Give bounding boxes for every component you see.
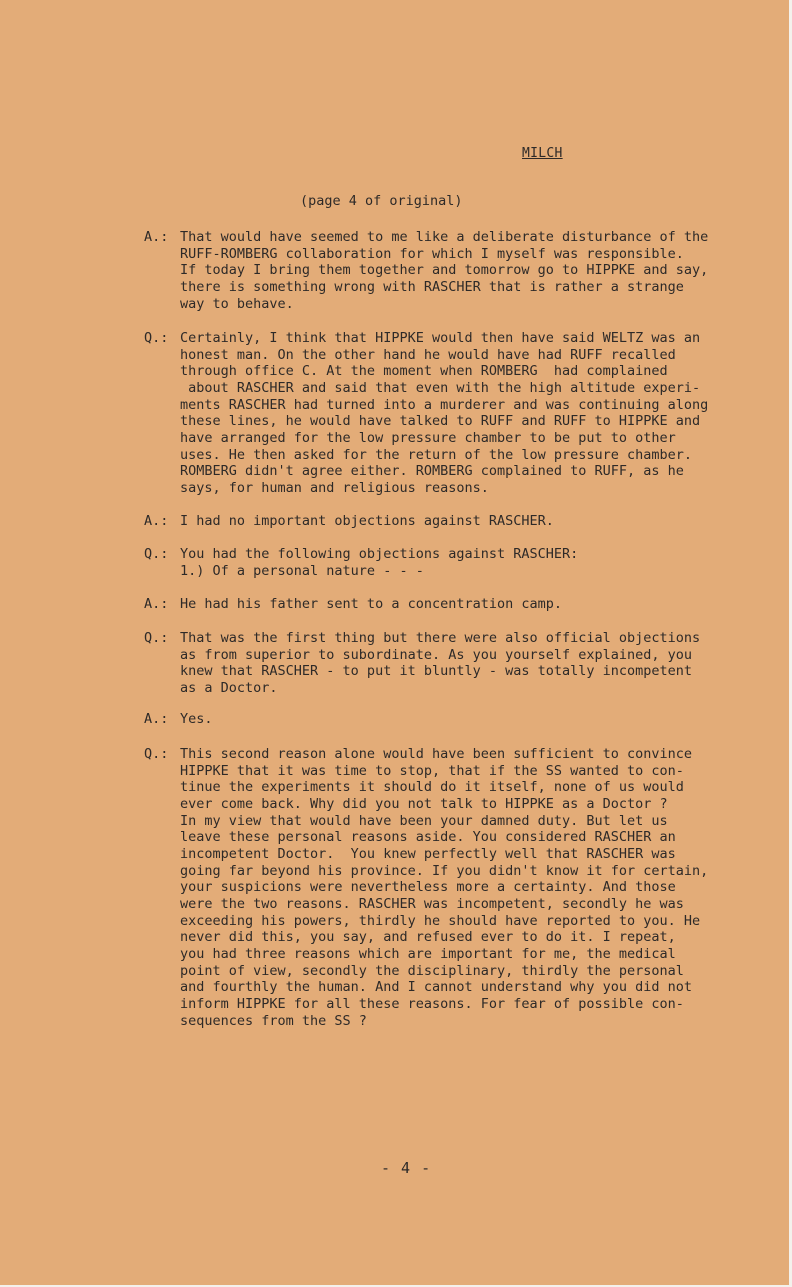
text-line: sequences from the SS ? xyxy=(180,1012,367,1029)
text-line: through office C. At the moment when ROMBERG had complained xyxy=(180,363,668,380)
text-line: Yes. xyxy=(180,711,213,727)
text-line: and fourthly the human. And I cannot understand why you did not xyxy=(180,979,693,996)
text-line: never did this, you say, and refused ever to do it. I repeat, xyxy=(180,929,676,946)
text-line: says, for human and religious reasons. xyxy=(180,479,489,496)
text-line: point of view, secondly the disciplinary, thirdly the personal xyxy=(180,962,684,979)
page-reference: (page 4 of original) xyxy=(300,193,463,209)
text-line: exceeding his powers, thirdly he should have reported to you. He xyxy=(180,912,701,929)
statement-text xyxy=(180,513,744,530)
speaker-label: A.: xyxy=(144,596,169,612)
text-line: way to behave. xyxy=(180,295,294,312)
text-line: You had the following objections against RASCHER: xyxy=(180,546,579,562)
statement-text xyxy=(180,711,744,728)
text-line: HIPPKE that it was time to stop, that if the SS wanted to con- xyxy=(180,762,684,779)
statement-text xyxy=(180,546,744,579)
text-line: 1.) Of a personal nature - - - xyxy=(180,562,424,579)
speaker-label: Q.: xyxy=(144,630,169,646)
text-line: That was the first thing but there were also official objections xyxy=(180,630,701,646)
speaker-label: A.: xyxy=(144,513,169,529)
text-line: knew that RASCHER - to put it bluntly - was totally incompetent xyxy=(180,663,693,680)
text-line: going far beyond his province. If you didn't know it for certain, xyxy=(180,862,709,879)
text-line: you had three reasons which are important for me, the medical xyxy=(180,945,676,962)
speaker-label: A.: xyxy=(144,711,169,727)
text-line: these lines, he would have talked to RUFF and RUFF to HIPPKE and xyxy=(180,413,701,430)
header-name: MILCH xyxy=(522,146,563,161)
text-line: I had no important objections against RASCHER. xyxy=(180,513,554,529)
speaker-label: Q.: xyxy=(144,746,169,762)
statement-text xyxy=(180,596,744,613)
page-number: - 4 - xyxy=(381,1159,432,1177)
text-line: RUFF-ROMBERG collaboration for which I myself was responsible. xyxy=(180,245,684,262)
text-line: were the two reasons. RASCHER was incompetent, secondly he was xyxy=(180,895,684,912)
text-line: as a Doctor. xyxy=(180,679,278,696)
text-line: inform HIPPKE for all these reasons. For fear of possible con- xyxy=(180,995,684,1012)
text-line: He had his father sent to a concentration camp. xyxy=(180,596,563,612)
text-line: Certainly, I think that HIPPKE would then have said WELTZ was an xyxy=(180,330,701,346)
text-line: have arranged for the low pressure chamber to be put to other xyxy=(180,429,676,446)
text-line: incompetent Doctor. You knew perfectly well that RASCHER was xyxy=(180,845,676,862)
speaker-label: Q.: xyxy=(144,330,169,346)
statement-text xyxy=(180,630,744,697)
text-line: That would have seemed to me like a deliberate disturbance of the xyxy=(180,229,709,245)
text-line: tinue the experiments it should do it itself, none of us would xyxy=(180,779,684,796)
text-line: This second reason alone would have been sufficient to convince xyxy=(180,746,693,762)
text-line: honest man. On the other hand he would have had RUFF recalled xyxy=(180,346,676,363)
text-line: uses. He then asked for the return of the low pressure chamber. xyxy=(180,446,693,463)
text-line: as from superior to subordinate. As you yourself explained, you xyxy=(180,646,693,663)
text-line: there is something wrong with RASCHER that is rather a strange xyxy=(180,278,684,295)
text-line: leave these personal reasons aside. You considered RASCHER an xyxy=(180,829,676,846)
speaker-label: Q.: xyxy=(144,546,169,562)
text-line: about RASCHER and said that even with the high altitude experi- xyxy=(180,379,701,396)
text-line: If today I bring them together and tomorrow go to HIPPKE and say, xyxy=(180,262,709,279)
statement-text xyxy=(180,330,744,497)
text-line: ever come back. Why did you not talk to HIPPKE as a Doctor ? xyxy=(180,795,668,812)
text-line: In my view that would have been your damned duty. But let us xyxy=(180,812,668,829)
text-line: ments RASCHER had turned into a murderer and was continuing along xyxy=(180,396,709,413)
statement-text xyxy=(180,229,744,312)
speaker-label: A.: xyxy=(144,229,169,245)
statement-text xyxy=(180,746,744,1029)
text-line: your suspicions were nevertheless more a certainty. And those xyxy=(180,879,676,896)
text-line: ROMBERG didn't agree either. ROMBERG complained to RUFF, as he xyxy=(180,463,684,480)
